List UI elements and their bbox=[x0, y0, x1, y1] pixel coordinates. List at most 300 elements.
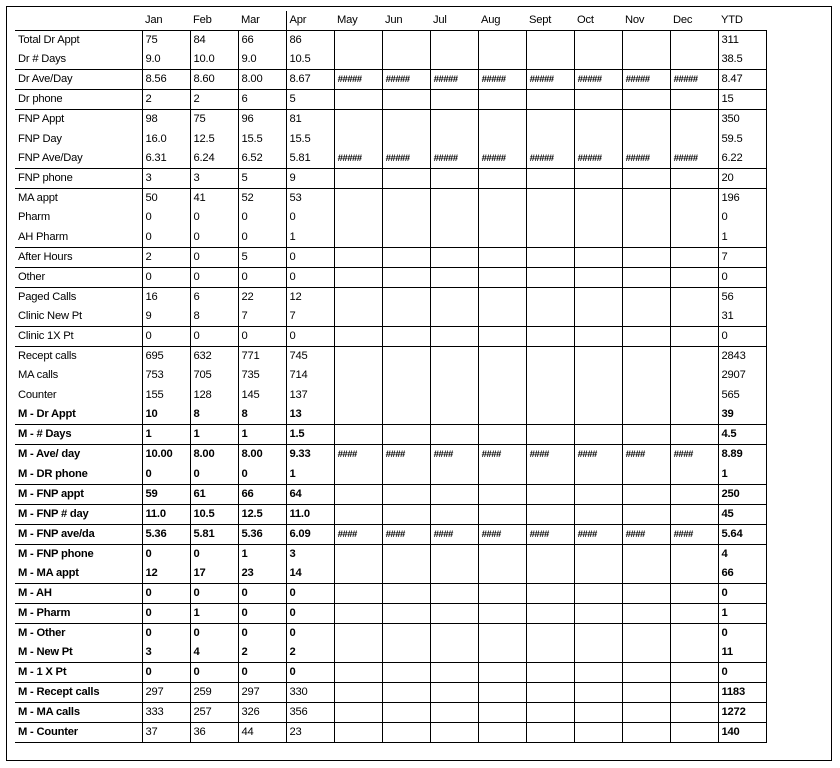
data-cell bbox=[670, 189, 718, 209]
data-cell: 11.0 bbox=[142, 504, 190, 524]
data-cell: 0 bbox=[142, 603, 190, 623]
data-cell: 257 bbox=[190, 702, 238, 722]
data-cell bbox=[526, 722, 574, 742]
data-cell: 0 bbox=[286, 583, 334, 603]
data-cell: #### bbox=[670, 445, 718, 465]
data-cell bbox=[430, 169, 478, 189]
data-cell: 9.33 bbox=[286, 445, 334, 465]
table-row bbox=[15, 287, 766, 307]
header-row bbox=[15, 11, 766, 31]
data-cell bbox=[478, 366, 526, 386]
data-cell: 7 bbox=[718, 247, 766, 267]
data-cell bbox=[670, 366, 718, 386]
data-cell: 8.67 bbox=[286, 70, 334, 90]
table-row bbox=[15, 267, 766, 287]
data-cell bbox=[334, 465, 382, 485]
data-cell: 0 bbox=[286, 603, 334, 623]
row-label: M - Counter bbox=[15, 722, 142, 742]
data-cell bbox=[334, 544, 382, 564]
data-cell bbox=[574, 643, 622, 663]
data-cell bbox=[574, 405, 622, 425]
data-cell bbox=[478, 50, 526, 70]
data-cell bbox=[478, 484, 526, 504]
table-row bbox=[15, 643, 766, 663]
data-cell: 7 bbox=[286, 307, 334, 327]
data-cell bbox=[430, 702, 478, 722]
data-cell: ##### bbox=[382, 70, 430, 90]
data-cell bbox=[430, 643, 478, 663]
data-cell bbox=[526, 287, 574, 307]
data-cell bbox=[622, 347, 670, 367]
data-cell bbox=[670, 722, 718, 742]
row-label: Dr phone bbox=[15, 90, 142, 110]
data-cell bbox=[478, 347, 526, 367]
data-cell: 16 bbox=[142, 287, 190, 307]
row-label: M - Pharm bbox=[15, 603, 142, 623]
data-cell bbox=[430, 504, 478, 524]
data-cell: 5 bbox=[238, 169, 286, 189]
data-cell bbox=[382, 643, 430, 663]
row-label: Dr Ave/Day bbox=[15, 70, 142, 90]
column-header: YTD bbox=[721, 14, 743, 27]
data-cell bbox=[382, 110, 430, 130]
data-cell: 0 bbox=[190, 465, 238, 485]
data-cell bbox=[334, 405, 382, 425]
table-row bbox=[15, 702, 766, 722]
data-cell bbox=[574, 267, 622, 287]
data-cell: ##### bbox=[478, 149, 526, 169]
data-cell bbox=[382, 504, 430, 524]
data-cell: #### bbox=[382, 445, 430, 465]
data-cell bbox=[334, 682, 382, 702]
data-cell bbox=[670, 50, 718, 70]
data-cell: 9 bbox=[286, 169, 334, 189]
data-cell bbox=[430, 623, 478, 643]
data-cell bbox=[478, 31, 526, 51]
data-cell: 39 bbox=[718, 405, 766, 425]
data-cell bbox=[574, 603, 622, 623]
data-cell bbox=[526, 603, 574, 623]
data-cell bbox=[478, 564, 526, 584]
data-cell: 0 bbox=[286, 267, 334, 287]
data-cell: 2 bbox=[190, 90, 238, 110]
data-cell bbox=[478, 208, 526, 228]
data-cell bbox=[574, 564, 622, 584]
data-cell: 31 bbox=[718, 307, 766, 327]
data-cell bbox=[382, 129, 430, 149]
data-cell bbox=[478, 425, 526, 445]
data-cell: 145 bbox=[238, 386, 286, 406]
data-cell: 1 bbox=[718, 465, 766, 485]
data-cell: 23 bbox=[286, 722, 334, 742]
data-cell bbox=[574, 129, 622, 149]
data-cell bbox=[670, 405, 718, 425]
data-cell bbox=[574, 366, 622, 386]
data-cell bbox=[574, 327, 622, 347]
data-cell bbox=[478, 544, 526, 564]
data-cell bbox=[430, 90, 478, 110]
data-cell: 53 bbox=[286, 189, 334, 209]
data-cell: 632 bbox=[190, 347, 238, 367]
row-label: FNP phone bbox=[15, 169, 142, 189]
data-cell: 12 bbox=[286, 287, 334, 307]
row-label: AH Pharm bbox=[15, 228, 142, 248]
data-cell: 15.5 bbox=[286, 129, 334, 149]
data-cell bbox=[382, 425, 430, 445]
row-label: Total Dr Appt bbox=[15, 31, 142, 51]
data-cell: 0 bbox=[142, 208, 190, 228]
table-row bbox=[15, 169, 766, 189]
data-cell: 1 bbox=[718, 228, 766, 248]
data-cell bbox=[382, 682, 430, 702]
data-cell: 0 bbox=[718, 267, 766, 287]
data-cell: 0 bbox=[190, 662, 238, 682]
data-cell: 735 bbox=[238, 366, 286, 386]
data-cell: 9.0 bbox=[238, 50, 286, 70]
column-header: Sept bbox=[529, 14, 552, 27]
data-cell bbox=[526, 643, 574, 663]
data-cell bbox=[526, 129, 574, 149]
data-cell bbox=[670, 228, 718, 248]
data-cell: ##### bbox=[430, 70, 478, 90]
data-cell bbox=[670, 307, 718, 327]
data-cell bbox=[430, 405, 478, 425]
data-cell bbox=[622, 50, 670, 70]
data-cell bbox=[478, 603, 526, 623]
data-cell bbox=[382, 702, 430, 722]
data-cell bbox=[382, 189, 430, 209]
table-row bbox=[15, 386, 766, 406]
data-cell bbox=[622, 682, 670, 702]
data-cell: 0 bbox=[142, 327, 190, 347]
data-cell bbox=[382, 484, 430, 504]
data-cell bbox=[622, 307, 670, 327]
data-cell bbox=[334, 90, 382, 110]
data-cell bbox=[622, 169, 670, 189]
data-cell: 137 bbox=[286, 386, 334, 406]
data-cell: 196 bbox=[718, 189, 766, 209]
data-cell bbox=[670, 169, 718, 189]
data-cell bbox=[574, 247, 622, 267]
data-cell bbox=[622, 287, 670, 307]
data-cell bbox=[478, 228, 526, 248]
data-cell bbox=[478, 287, 526, 307]
data-cell: 0 bbox=[190, 247, 238, 267]
data-cell bbox=[574, 722, 622, 742]
data-cell bbox=[382, 90, 430, 110]
data-cell bbox=[478, 189, 526, 209]
table-row bbox=[15, 682, 766, 702]
data-cell bbox=[430, 425, 478, 445]
row-label: M - FNP ave/da bbox=[15, 524, 142, 544]
data-cell bbox=[334, 702, 382, 722]
table-row bbox=[15, 189, 766, 209]
data-cell: 13 bbox=[286, 405, 334, 425]
data-cell: 12.5 bbox=[238, 504, 286, 524]
data-cell bbox=[478, 267, 526, 287]
data-cell bbox=[670, 643, 718, 663]
data-cell bbox=[382, 603, 430, 623]
column-header: Mar bbox=[241, 14, 260, 27]
data-cell bbox=[334, 31, 382, 51]
data-cell bbox=[382, 347, 430, 367]
data-cell: ##### bbox=[622, 70, 670, 90]
data-cell bbox=[382, 366, 430, 386]
table-row bbox=[15, 208, 766, 228]
data-cell bbox=[526, 327, 574, 347]
data-cell bbox=[478, 682, 526, 702]
data-cell bbox=[334, 386, 382, 406]
data-cell: 705 bbox=[190, 366, 238, 386]
data-cell: 23 bbox=[238, 564, 286, 584]
table-row bbox=[15, 564, 766, 584]
data-cell bbox=[622, 504, 670, 524]
data-cell bbox=[670, 267, 718, 287]
data-cell: 6.31 bbox=[142, 149, 190, 169]
data-cell: 0 bbox=[142, 228, 190, 248]
data-cell: 6.24 bbox=[190, 149, 238, 169]
data-cell: 4 bbox=[190, 643, 238, 663]
row-label: M - Other bbox=[18, 626, 66, 639]
data-cell: 8.89 bbox=[718, 445, 766, 465]
data-cell bbox=[622, 465, 670, 485]
data-cell bbox=[622, 110, 670, 130]
data-cell bbox=[574, 347, 622, 367]
data-cell: 86 bbox=[286, 31, 334, 51]
data-cell bbox=[526, 267, 574, 287]
data-cell bbox=[622, 603, 670, 623]
data-cell bbox=[478, 169, 526, 189]
data-cell bbox=[622, 129, 670, 149]
row-label: M - Ave/ day bbox=[18, 448, 81, 461]
data-cell bbox=[526, 504, 574, 524]
data-cell bbox=[670, 90, 718, 110]
row-label: After Hours bbox=[15, 247, 142, 267]
data-cell: 96 bbox=[238, 110, 286, 130]
data-cell: 2 bbox=[142, 247, 190, 267]
data-cell bbox=[430, 307, 478, 327]
data-cell: 8 bbox=[190, 405, 238, 425]
data-cell: 8.00 bbox=[238, 70, 286, 90]
row-label: M - FNP appt bbox=[15, 484, 142, 504]
data-cell: #### bbox=[430, 524, 478, 544]
row-label: FNP Appt bbox=[18, 113, 65, 126]
data-cell: 0 bbox=[718, 327, 766, 347]
data-cell bbox=[430, 583, 478, 603]
table-row bbox=[15, 247, 766, 267]
data-cell: 3 bbox=[142, 643, 190, 663]
column-header: Jul bbox=[433, 14, 447, 27]
data-cell bbox=[526, 110, 574, 130]
data-cell: 0 bbox=[238, 267, 286, 287]
data-cell bbox=[622, 228, 670, 248]
data-cell bbox=[382, 208, 430, 228]
row-label: Dr # Days bbox=[15, 50, 142, 70]
data-cell bbox=[334, 110, 382, 130]
data-cell bbox=[670, 484, 718, 504]
data-cell: ##### bbox=[622, 149, 670, 169]
data-cell: 6.09 bbox=[286, 524, 334, 544]
data-cell bbox=[574, 228, 622, 248]
data-cell bbox=[382, 169, 430, 189]
data-cell: 0 bbox=[142, 544, 190, 564]
data-cell bbox=[622, 623, 670, 643]
data-cell: 565 bbox=[718, 386, 766, 406]
data-cell bbox=[574, 484, 622, 504]
data-cell bbox=[574, 425, 622, 445]
data-cell bbox=[574, 208, 622, 228]
table-row bbox=[15, 484, 766, 504]
data-cell: 61 bbox=[190, 484, 238, 504]
data-cell: 10.5 bbox=[190, 504, 238, 524]
data-cell: ##### bbox=[526, 149, 574, 169]
data-cell: 753 bbox=[142, 366, 190, 386]
row-label: M - FNP phone bbox=[18, 547, 94, 560]
data-cell: 6 bbox=[190, 287, 238, 307]
data-cell: 16.0 bbox=[142, 129, 190, 149]
row-label: Recept calls bbox=[18, 350, 77, 363]
data-cell bbox=[334, 662, 382, 682]
data-cell: #### bbox=[382, 524, 430, 544]
data-cell: 8 bbox=[238, 405, 286, 425]
data-cell bbox=[622, 247, 670, 267]
data-cell: 333 bbox=[142, 702, 190, 722]
table-row bbox=[15, 623, 766, 643]
data-cell: 2907 bbox=[718, 366, 766, 386]
row-label: M - AH bbox=[15, 583, 142, 603]
data-cell bbox=[430, 327, 478, 347]
column-header: Jan bbox=[145, 14, 163, 27]
data-cell bbox=[574, 682, 622, 702]
data-cell bbox=[622, 425, 670, 445]
data-cell bbox=[430, 189, 478, 209]
data-cell: 128 bbox=[190, 386, 238, 406]
data-cell bbox=[478, 90, 526, 110]
data-cell: 6 bbox=[238, 90, 286, 110]
data-cell bbox=[334, 484, 382, 504]
column-header: Oct bbox=[577, 14, 594, 27]
data-cell bbox=[574, 110, 622, 130]
data-cell bbox=[670, 662, 718, 682]
data-cell: 75 bbox=[142, 31, 190, 51]
data-cell bbox=[622, 366, 670, 386]
data-cell: ##### bbox=[478, 70, 526, 90]
table-row bbox=[15, 425, 766, 445]
data-cell bbox=[526, 31, 574, 51]
data-cell bbox=[334, 564, 382, 584]
data-cell bbox=[334, 169, 382, 189]
data-cell bbox=[334, 366, 382, 386]
data-cell: 10.5 bbox=[286, 50, 334, 70]
data-cell: 1 bbox=[238, 544, 286, 564]
data-cell: 59.5 bbox=[718, 129, 766, 149]
data-cell: #### bbox=[334, 524, 382, 544]
data-cell bbox=[622, 722, 670, 742]
data-cell: #### bbox=[430, 445, 478, 465]
data-cell bbox=[622, 267, 670, 287]
data-cell bbox=[382, 267, 430, 287]
data-cell bbox=[526, 425, 574, 445]
data-cell: 1 bbox=[238, 425, 286, 445]
data-cell bbox=[574, 31, 622, 51]
data-cell bbox=[430, 110, 478, 130]
row-label: MA appt bbox=[18, 192, 58, 205]
row-label: M - FNP # day bbox=[15, 504, 142, 524]
data-cell: 50 bbox=[142, 189, 190, 209]
data-cell: ##### bbox=[334, 70, 382, 90]
data-cell: 0 bbox=[718, 623, 766, 643]
data-cell bbox=[574, 307, 622, 327]
data-cell: 0 bbox=[142, 267, 190, 287]
data-cell: #### bbox=[574, 445, 622, 465]
data-cell bbox=[670, 425, 718, 445]
data-cell: 350 bbox=[718, 110, 766, 130]
monthly-appointment-table bbox=[15, 11, 767, 743]
table-row bbox=[15, 465, 766, 485]
data-cell bbox=[526, 564, 574, 584]
table-row bbox=[15, 504, 766, 524]
data-cell bbox=[574, 544, 622, 564]
row-label: M - 1 X Pt bbox=[15, 662, 142, 682]
data-cell bbox=[526, 386, 574, 406]
data-cell: 1 bbox=[286, 228, 334, 248]
data-cell bbox=[574, 465, 622, 485]
data-cell bbox=[574, 702, 622, 722]
data-cell bbox=[622, 90, 670, 110]
data-cell bbox=[334, 247, 382, 267]
data-cell: 0 bbox=[238, 327, 286, 347]
data-cell bbox=[526, 347, 574, 367]
data-cell bbox=[526, 90, 574, 110]
data-cell bbox=[430, 722, 478, 742]
table-row bbox=[15, 90, 766, 110]
data-cell: 1 bbox=[142, 425, 190, 445]
data-cell bbox=[670, 208, 718, 228]
data-cell bbox=[334, 504, 382, 524]
data-cell: 0 bbox=[286, 662, 334, 682]
data-cell bbox=[334, 425, 382, 445]
data-cell bbox=[574, 583, 622, 603]
data-cell bbox=[430, 347, 478, 367]
data-cell: 45 bbox=[718, 504, 766, 524]
data-cell: 5.81 bbox=[190, 524, 238, 544]
data-cell bbox=[670, 603, 718, 623]
data-cell bbox=[526, 465, 574, 485]
data-cell bbox=[478, 110, 526, 130]
data-cell: #### bbox=[478, 524, 526, 544]
spreadsheet-page bbox=[6, 6, 832, 761]
data-cell: 5.81 bbox=[286, 149, 334, 169]
data-cell bbox=[622, 643, 670, 663]
data-cell: 5.36 bbox=[142, 524, 190, 544]
data-cell: 14 bbox=[286, 564, 334, 584]
row-label: Clinic New Pt bbox=[15, 307, 142, 327]
data-cell bbox=[478, 583, 526, 603]
table-row bbox=[15, 662, 766, 682]
data-cell: 0 bbox=[238, 583, 286, 603]
data-cell bbox=[478, 662, 526, 682]
column-header: Nov bbox=[625, 14, 645, 27]
data-cell: 0 bbox=[238, 208, 286, 228]
data-cell: 0 bbox=[238, 603, 286, 623]
table-row bbox=[15, 603, 766, 623]
data-cell bbox=[478, 623, 526, 643]
data-cell: 7 bbox=[238, 307, 286, 327]
data-cell: 9 bbox=[142, 307, 190, 327]
data-cell: 11.0 bbox=[286, 504, 334, 524]
data-cell bbox=[382, 564, 430, 584]
data-cell: 17 bbox=[190, 564, 238, 584]
